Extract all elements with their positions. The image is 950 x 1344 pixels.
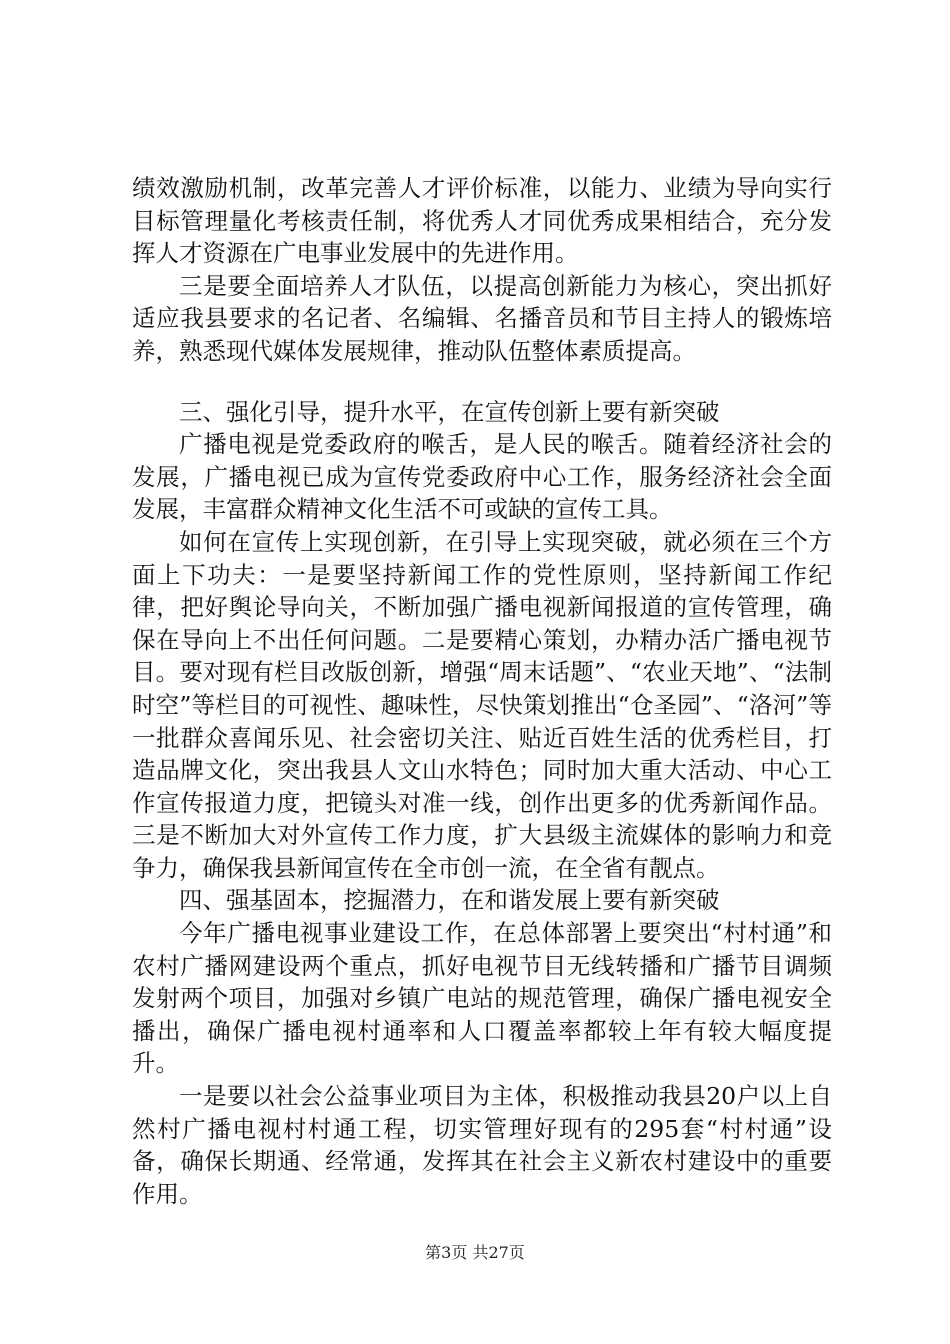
section-heading-4: 四、强基固本，挖掘潜力，在和谐发展上要有新突破 (179, 886, 720, 915)
paragraph-broadcast-role: 广播电视是党委政府的喉舌，是人民的喉舌。随着经济社会的发展，广播电视已成为宣传党委政府中心工作，服务经济社会全面发展，丰富群众精神文化生活不可或缺的宣传工具。 (132, 430, 832, 524)
paragraph-village-coverage: 一是要以社会公益事业项目为主体，积极推动我县20户以上自然村广播电视村村通工程，切实管理好现有的295套“村村通”设备，确保长期通、经常通，发挥其在社会主义新农村建设中的重要作用。 (132, 1082, 832, 1208)
document-body (132, 172, 832, 1210)
paragraph-talent-team: 三是要全面培养人才队伍，以提高创新能力为核心，突出抓好适应我县要求的名记者、名编辑、名播音员和节目主持人的锻炼培养，熟悉现代媒体发展规律，推动队伍整体素质提高。 (132, 271, 832, 365)
page-number: 第3页 共27页 (425, 1243, 525, 1262)
section-heading-3: 三、强化引导，提升水平，在宣传创新上要有新突破 (179, 397, 720, 426)
page-footer (0, 1243, 950, 1263)
paragraph-construction: 今年广播电视事业建设工作，在总体部署上要突出“村村通”和农村广播网建设两个重点，抓好电视节目无线转播和广播节目调频发射两个项目，加强对乡镇广电站的规范管理，确保广播电视安全播出，确保广播电视村通率和人口覆盖率都较上年有较大幅度提升。 (132, 919, 832, 1078)
paragraph-innovation: 如何在宣传上实现创新，在引导上实现突破，就必须在三个方面上下功夫：一是要坚持新闻工作的党性原则，坚持新闻工作纪律，把好舆论导向关，不断加强广播电视新闻报道的宣传管理，确保在导向上不出任何问题。二是要精心策划，办精办活广播电视节目。要对现有栏目改版创新，增强“周末话题”、“农业天地”、“法制时空”等栏目的可视性、趣味性，尽快策划推出“仓圣园”、“洛河”等一批群众喜闻乐见、社会密切关注、贴近百姓生活的优秀栏目，打造品牌文化，突出我县人文山水特色；同时加大重大活动、中心工作宣传报道力度，把镜头对准一线，创作出更多的优秀新闻作品。三是不断加大对外宣传工作力度，扩大县级主流媒体的影响力和竞争力，确保我县新闻宣传在全市创一流，在全省有靓点。 (132, 527, 832, 882)
paragraph-continuation: 绩效激励机制，改革完善人才评价标准，以能力、业绩为导向实行目标管理量化考核责任制，将优秀人才同优秀成果相结合，充分发挥人才资源在广电事业发展中的先进作用。 (132, 174, 832, 268)
